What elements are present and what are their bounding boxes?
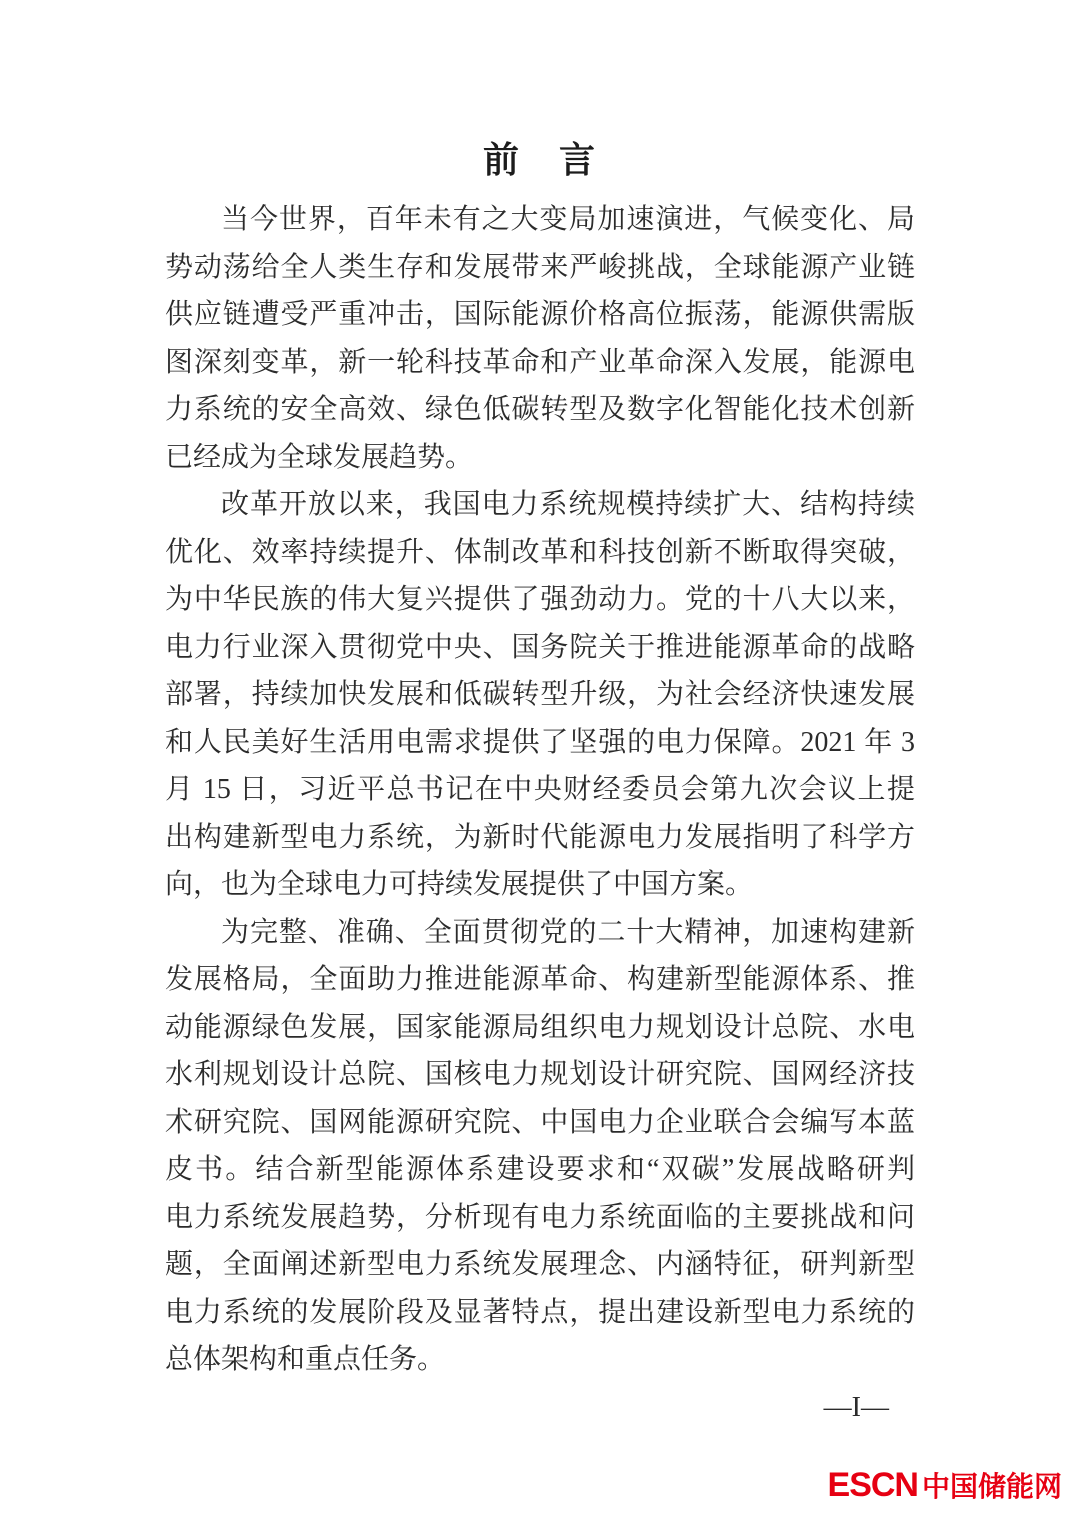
body-line: 势动荡给全人类生存和发展带来严峻挑战，全球能源产业链: [165, 251, 915, 283]
body-line: 水利规划设计总院、国核电力规划设计研究院、国网经济技: [165, 1059, 915, 1090]
body-line: 出构建新型电力系统，为新时代能源电力发展指明了科学方: [165, 821, 915, 853]
page-number: —I—: [823, 1391, 889, 1423]
body-line: 已经成为全球发展趋势。: [165, 441, 474, 473]
body-line: 题，全面阐述新型电力系统发展理念、内涵特征，研判新型: [165, 1249, 915, 1280]
body-line: 电力行业深入贯彻党中央、国务院关于推进能源革命的战略: [165, 631, 915, 663]
body-line: 电力系统发展趋势，分析现有电力系统面临的主要挑战和问: [165, 1201, 915, 1233]
body-line: 为完整、准确、全面贯彻党的二十大精神，加速构建新: [221, 916, 915, 948]
body-line: 皮书。结合新型能源体系建设要求和“双碳”发展战略研判: [165, 1154, 915, 1185]
footer-logo-chinese: 中国储能网: [921, 1471, 1062, 1502]
body-line: 改革开放以来，我国电力系统规模持续扩大、结构持续: [221, 489, 915, 520]
body-line: 术研究院、国网能源研究院、中国电力企业联合会编写本蓝: [165, 1106, 915, 1138]
body-line: 总体架构和重点任务。: [165, 1344, 446, 1375]
body-line: 动能源绿色发展，国家能源局组织电力规划设计总院、水电: [165, 1011, 915, 1043]
body-line: 部署，持续加快发展和低碳转型升级，为社会经济快速发展: [165, 679, 915, 710]
body-line: 为中华民族的伟大复兴提供了强劲动力。党的十八大以来，: [165, 584, 915, 615]
page-title: 前 言: [482, 139, 597, 180]
body-line: 当今世界，百年未有之大变局加速演进，气候变化、局: [221, 204, 915, 235]
document-body: [165, 196, 915, 1384]
body-line: 优化、效率持续提升、体制改革和科技创新不断取得突破，: [165, 536, 915, 568]
body-line: 月 15 日，习近平总书记在中央财经委员会第九次会议上提: [165, 774, 915, 805]
body-line: 力系统的安全高效、绿色低碳转型及数字化智能化技术创新: [165, 394, 915, 425]
body-line: 电力系统的发展阶段及显著特点，提出建设新型电力系统的: [165, 1296, 915, 1328]
document-content: [165, 138, 915, 1431]
footer-logo-latin: ESCN: [827, 1466, 918, 1504]
footer-logo: [828, 1468, 1062, 1504]
body-line: 发展格局，全面助力推进能源革命、构建新型能源体系、推: [165, 964, 915, 995]
body-line: 供应链遭受严重冲击，国际能源价格高位振荡，能源供需版: [165, 299, 915, 330]
body-line: 向，也为全球电力可持续发展提供了中国方案。: [165, 869, 754, 900]
body-line: 和人民美好生活用电需求提供了坚强的电力保障。2021 年 3: [165, 726, 915, 758]
body-line: 图深刻变革，新一轮科技革命和产业革命深入发展，能源电: [165, 346, 915, 378]
